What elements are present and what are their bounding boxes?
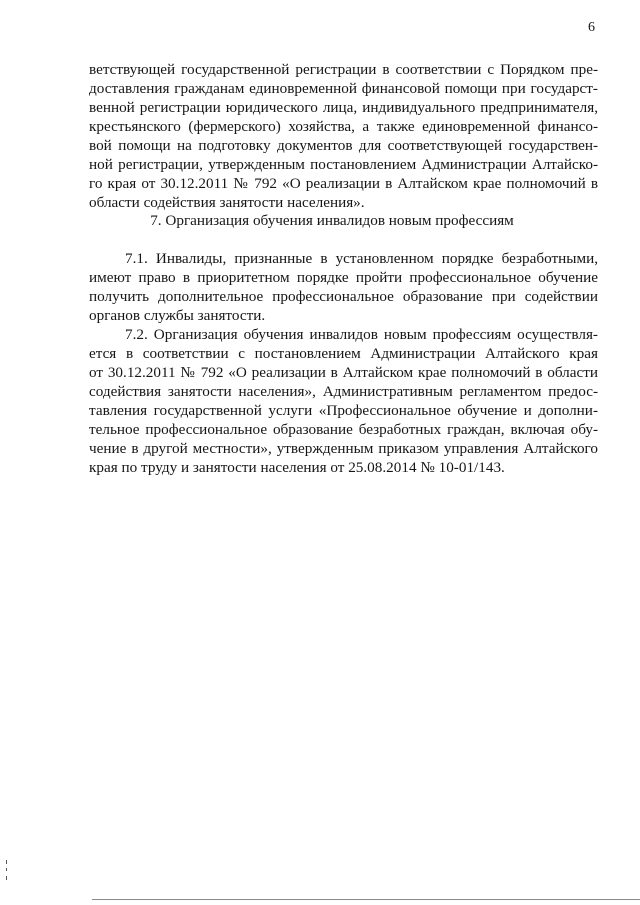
- paragraph-7-2-line: края по труду и занятости населения от 25.08.2014 № 10-01/143.: [89, 459, 505, 476]
- scan-edge-line: [92, 899, 640, 900]
- paragraph-7-2-line: ется в соответствии с постановлением Администрации Алтайского края: [89, 345, 598, 362]
- text-line: крестьянского (фермерского) хозяйства, а также единовременной финансо-: [89, 118, 598, 135]
- paragraph-7-2-line: от 30.12.2011 № 792 «О реализации в Алтайском крае полномочий в области: [89, 364, 598, 381]
- text-line: ветствующей государственной регистрации в соответствии с Порядком пре-: [89, 61, 598, 78]
- text-line: го края от 30.12.2011 № 792 «О реализации в Алтайском крае полномочий в: [89, 175, 598, 192]
- scan-mark: [6, 876, 7, 880]
- text-line: венной регистрации юридического лица, индивидуального предпринимателя,: [89, 99, 598, 116]
- paragraph-7-2-line: 7.2. Организация обучения инвалидов новым профессиям осуществля-: [125, 326, 598, 343]
- text-line: вой помощи на подготовку документов для соответствующей государствен-: [89, 137, 598, 154]
- paragraph-7-2-line: тельное профессиональное образование безработных граждан, включая обу-: [89, 421, 598, 438]
- paragraph-7-1-line: получить дополнительное профессиональное образование при содействии: [89, 288, 598, 305]
- paragraph-7-2-line: тавления государственной услуги «Профессиональное обучение и дополни-: [89, 402, 598, 419]
- page-number: 6: [588, 20, 595, 35]
- paragraph-7-2-line: чение в другой местности», утвержденным приказом управления Алтайского: [89, 440, 598, 457]
- paragraph-7-1-line: имеют право в приоритетном порядке пройти профессиональное обучение: [89, 269, 598, 286]
- scan-mark: [6, 860, 7, 864]
- scan-mark: [6, 868, 7, 871]
- text-line: ной регистрации, утвержденным постановлением Администрации Алтайско-: [89, 156, 598, 173]
- paragraph-7-2-line: содействия занятости населения», Административным регламентом предос-: [89, 383, 598, 400]
- paragraph-7-1-line: органов службы занятости.: [89, 307, 266, 324]
- text-line: доставления гражданам единовременной финансовой помощи при государст-: [89, 80, 598, 97]
- section-heading: 7. Организация обучения инвалидов новым профессиям: [150, 212, 514, 229]
- paragraph-7-1-line: 7.1. Инвалиды, признанные в установленном порядке безработными,: [125, 250, 598, 267]
- text-line: области содействия занятости населения».: [89, 194, 365, 211]
